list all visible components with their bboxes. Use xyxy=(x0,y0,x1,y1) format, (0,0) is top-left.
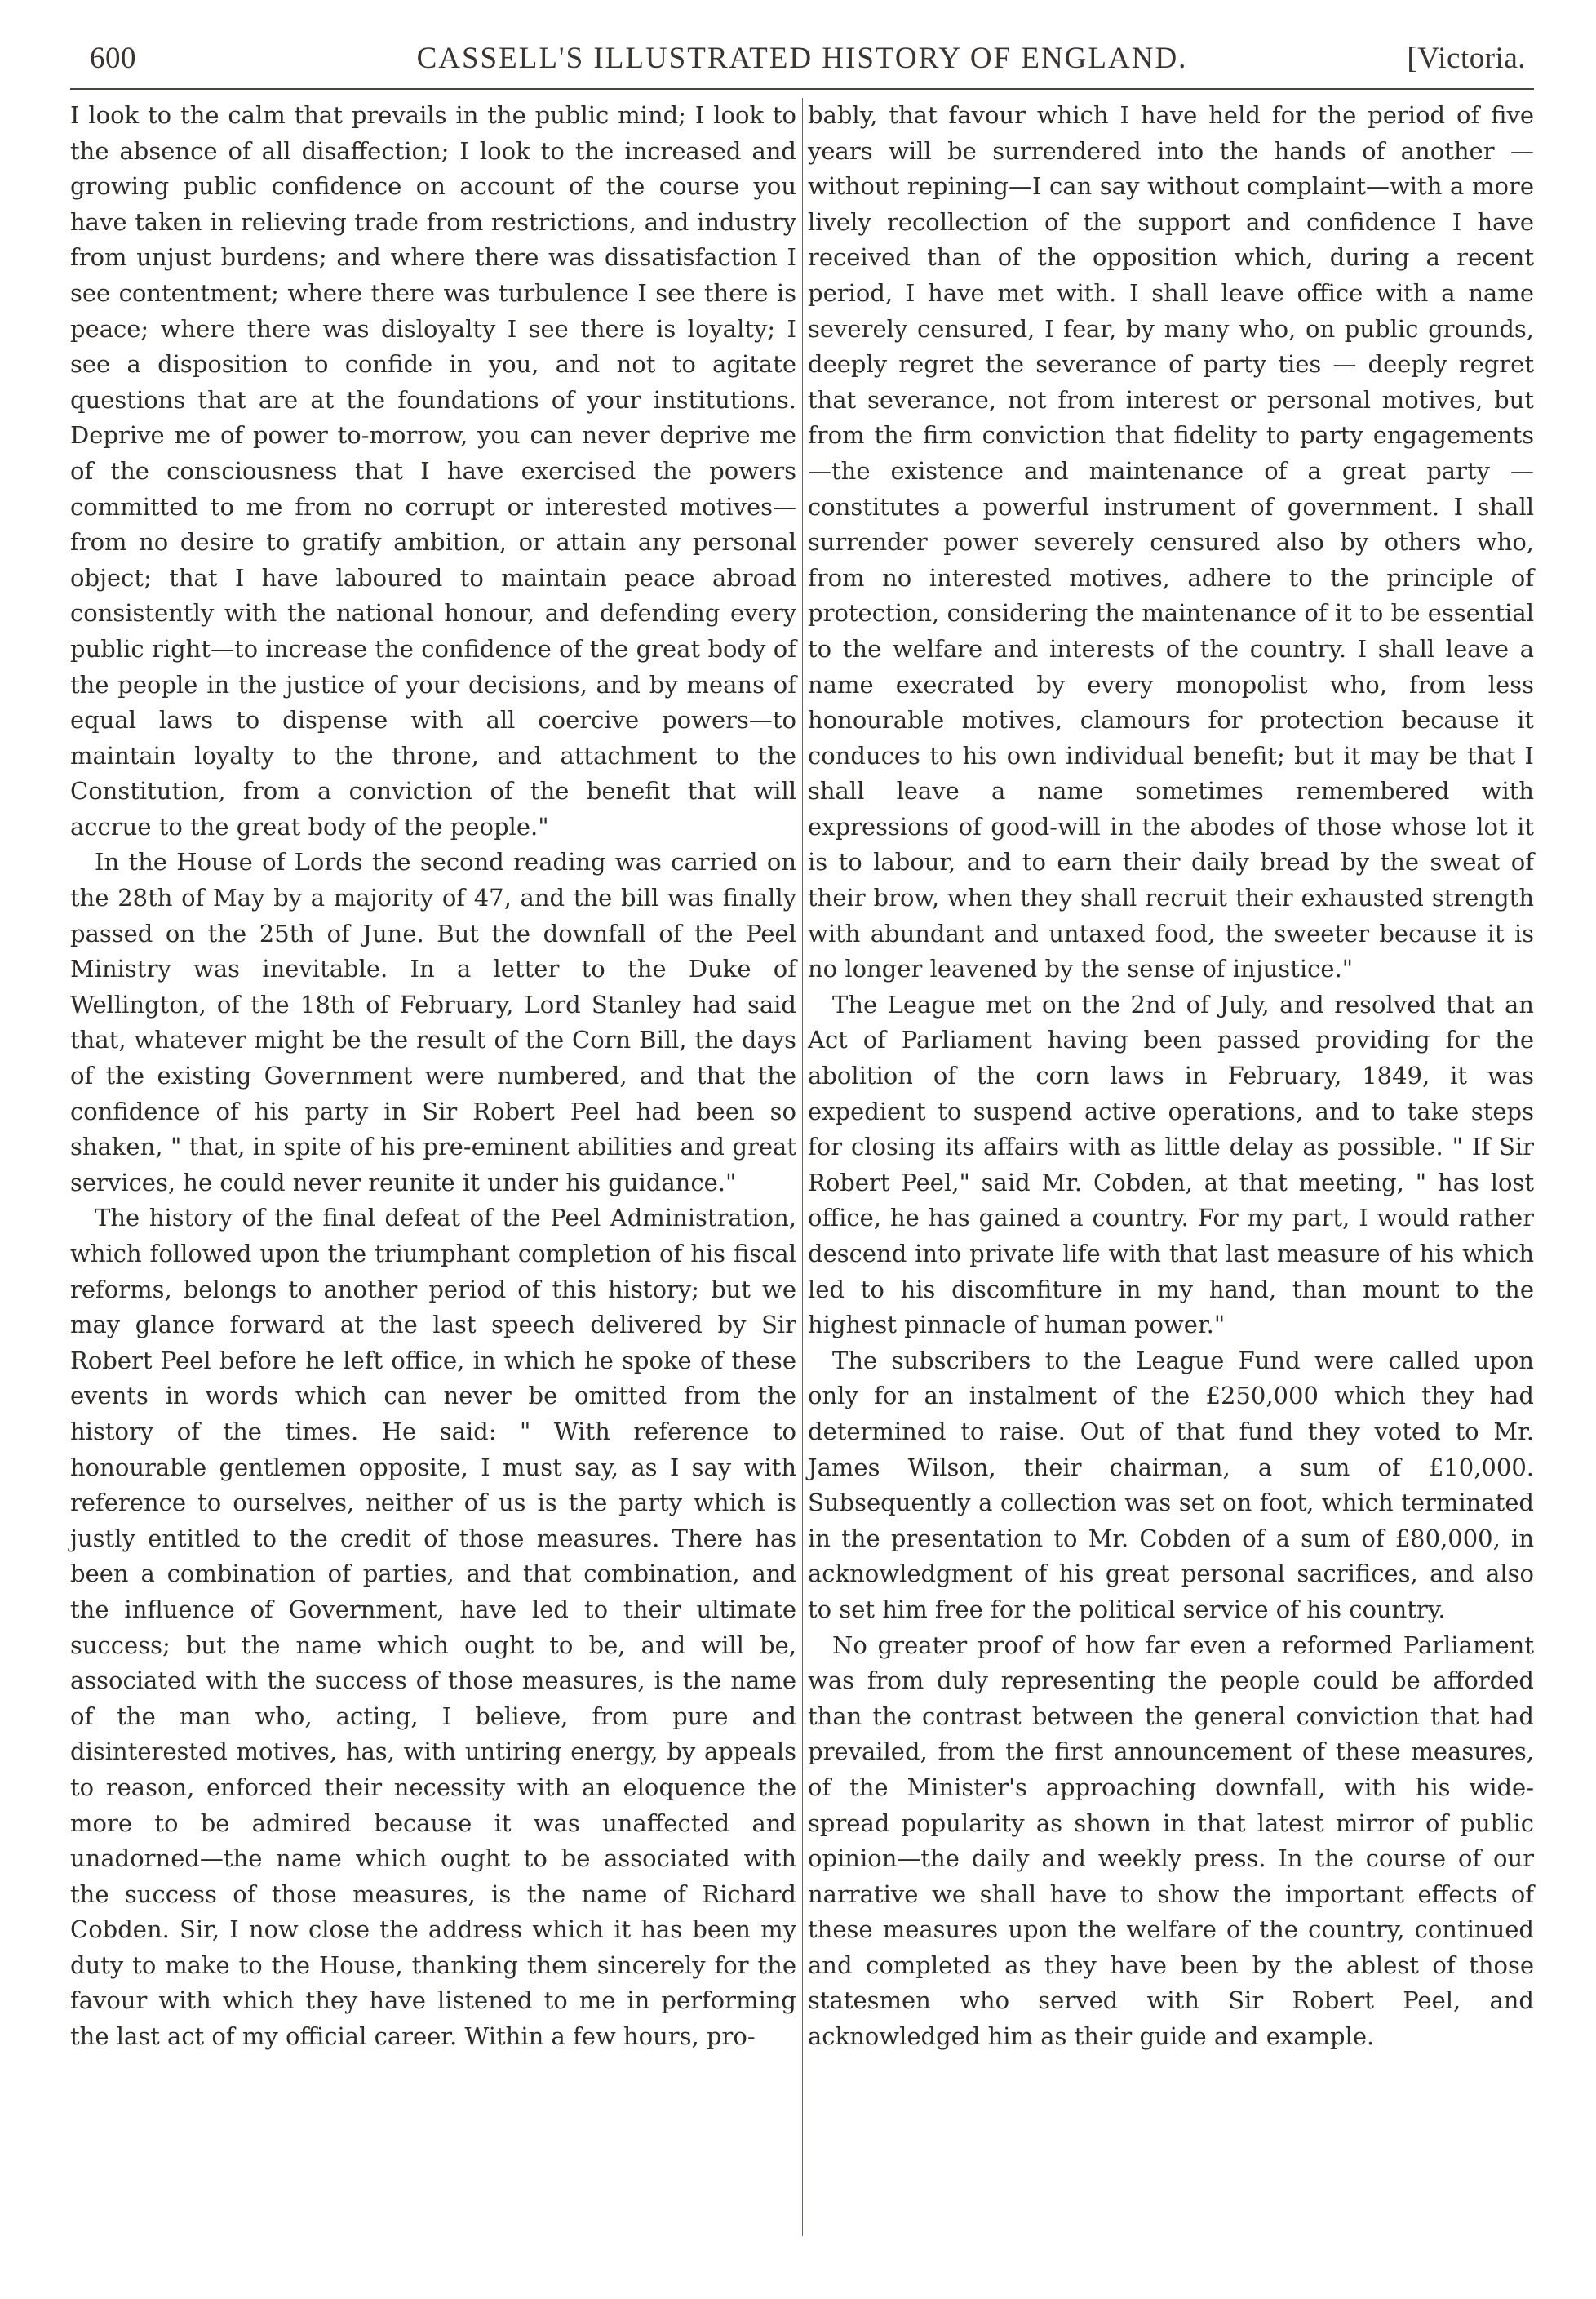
right-column xyxy=(808,98,1534,2055)
right-paragraph-2: The League met on the 2nd of July, and resolved that an Act of Parliament having been passed providing for the abolition of the corn laws in February, 1849, it was expedient to suspend active operations, and to take steps for closing its affairs with as little delay as possible. " If Sir Robert Peel," said Mr. Cobden, at that meeting, " has lost office, he has gained a country. For my part, I would rather descend into private life with that last measure of his which led to his discomfiture in my hand, than mount to the highest pinnacle of human power." xyxy=(808,990,1534,1339)
left-column xyxy=(70,98,796,2055)
column-divider xyxy=(802,98,803,2236)
right-paragraph-4: No greater proof of how far even a reformed Parliament was from duly representing the people could be afforded than the contrast between the general conviction that had prevailed, from the first announcement of these measures, of the Minister's approaching downfall, with his wide-spread popularity as shown in that latest mirror of public opinion—the daily and weekly press. In the course of our narrative we shall have to show the important effects of these measures upon the welfare of the country, continued and completed as they have been by the ablest of those statesmen who served with Sir Robert Peel, and acknowledged him as their guide and example. xyxy=(808,1631,1534,2051)
text-columns xyxy=(70,98,1534,2055)
left-paragraph-1: I look to the calm that prevails in the public mind; I look to the absence of all disaffection; I look to the increased and growing public confidence on account of the course you have taken in relieving trade from restrictions, and industry from unjust burdens; and where there was dissatisfaction I see contentment; where there was turbulence I see there is peace; where there was disloyalty I see there is loyalty; I see a disposition to confide in you, and not to agitate questions that are at the foundations of your institutions. Deprive me of power to-morrow, you can never deprive me of the consciousness that I have exercised the powers committed to me from no corrupt or interested motives—from no desire to gratify ambition, or attain any personal object; that I have laboured to maintain peace abroad consistently with the national honour, and defending every public right—to increase the confidence of the great body of the people in the justice of your decisions, and by means of equal laws to dispense with all coercive powers—to maintain loyalty to the throne, and attachment to the Constitution, from a conviction of the benefit that will accrue to the great body of the people." xyxy=(70,101,796,841)
running-header xyxy=(70,38,1534,83)
header-rule xyxy=(70,88,1534,90)
section-label: [Victoria. xyxy=(1407,42,1526,75)
right-paragraph-3: The subscribers to the League Fund were called upon only for an instalment of the £250,000 which they had determined to raise. Out of that fund they voted to Mr. James Wilson, their chairman, a sum of £10,000. Subsequently a collection was set on foot, which terminated in the presentation to Mr. Cobden of a sum of £80,000, in acknowledgment of his great personal sacrifices, and also to set him free for the political service of his country. xyxy=(808,1346,1534,1623)
left-paragraph-3: The history of the final defeat of the Peel Administration, which followed upon the triumphant completion of his fiscal reforms, belongs to another period of this history; but we may glance forward at the last speech delivered by Sir Robert Peel before he left office, in which he spoke of these events in words which can never be omitted from the history of the times. He said: " With reference to honourable gentlemen opposite, I must say, as I say with reference to ourselves, neither of us is the party which is justly entitled to the credit of those measures. There has been a combination of parties, and that combination, and the influence of Government, have led to their ultimate success; but the name which ought to be, and will be, associated with the success of those measures, is the name of the man who, acting, I believe, from pure and disinterested motives, has, with untiring energy, by appeals to reason, enforced their necessity with an eloquence the more to be admired because it was unaffected and unadorned—the name which ought to be associated with the success of those measures, is the name of Richard Cobden. Sir, I now close the address which it has been my duty to make to the House, thanking them sincerely for the favour with which they have listened to me in performing the last act of my official career. Within a few hours, pro- xyxy=(70,1204,796,2051)
right-paragraph-1: bably, that favour which I have held for the period of five years will be surrendered into the hands of another —without repining—I can say without complaint—with a more lively recollection of the support and confidence I have received than of the opposition which, during a recent period, I have met with. I shall leave office with a name severely censured, I fear, by many who, on public grounds, deeply regret the severance of party ties — deeply regret that severance, not from interest or personal motives, but from the firm conviction that fidelity to party engagements—the existence and maintenance of a great party —constitutes a powerful instrument of government. I shall surrender power severely censured also by others who, from no interested motives, adhere to the principle of protection, considering the maintenance of it to be essential to the welfare and interests of the country. I shall leave a name execrated by every monopolist who, from less honourable motives, clamours for protection because it conduces to his own individual benefit; but it may be that I shall leave a name sometimes remembered with expressions of good-will in the abodes of those whose lot it is to labour, and to earn their daily bread by the sweat of their brow, when they shall recruit their exhausted strength with abundant and untaxed food, the sweeter because it is no longer leavened by the sense of injustice." xyxy=(808,101,1534,983)
running-title: CASSELL'S ILLUSTRATED HISTORY OF ENGLAND. xyxy=(416,42,1188,75)
page-number: 600 xyxy=(90,42,136,75)
left-paragraph-2: In the House of Lords the second reading was carried on the 28th of May by a majority of 47, and the bill was finally passed on the 25th of June. But the downfall of the Peel Ministry was inevitable. In a letter to the Duke of Wellington, of the 18th of February, Lord Stanley had said that, whatever might be the result of the Corn Bill, the days of the existing Government were numbered, and that the confidence of his party in Sir Robert Peel had been so shaken, " that, in spite of his pre-eminent abilities and great services, he could never reunite it under his guidance." xyxy=(70,848,796,1196)
